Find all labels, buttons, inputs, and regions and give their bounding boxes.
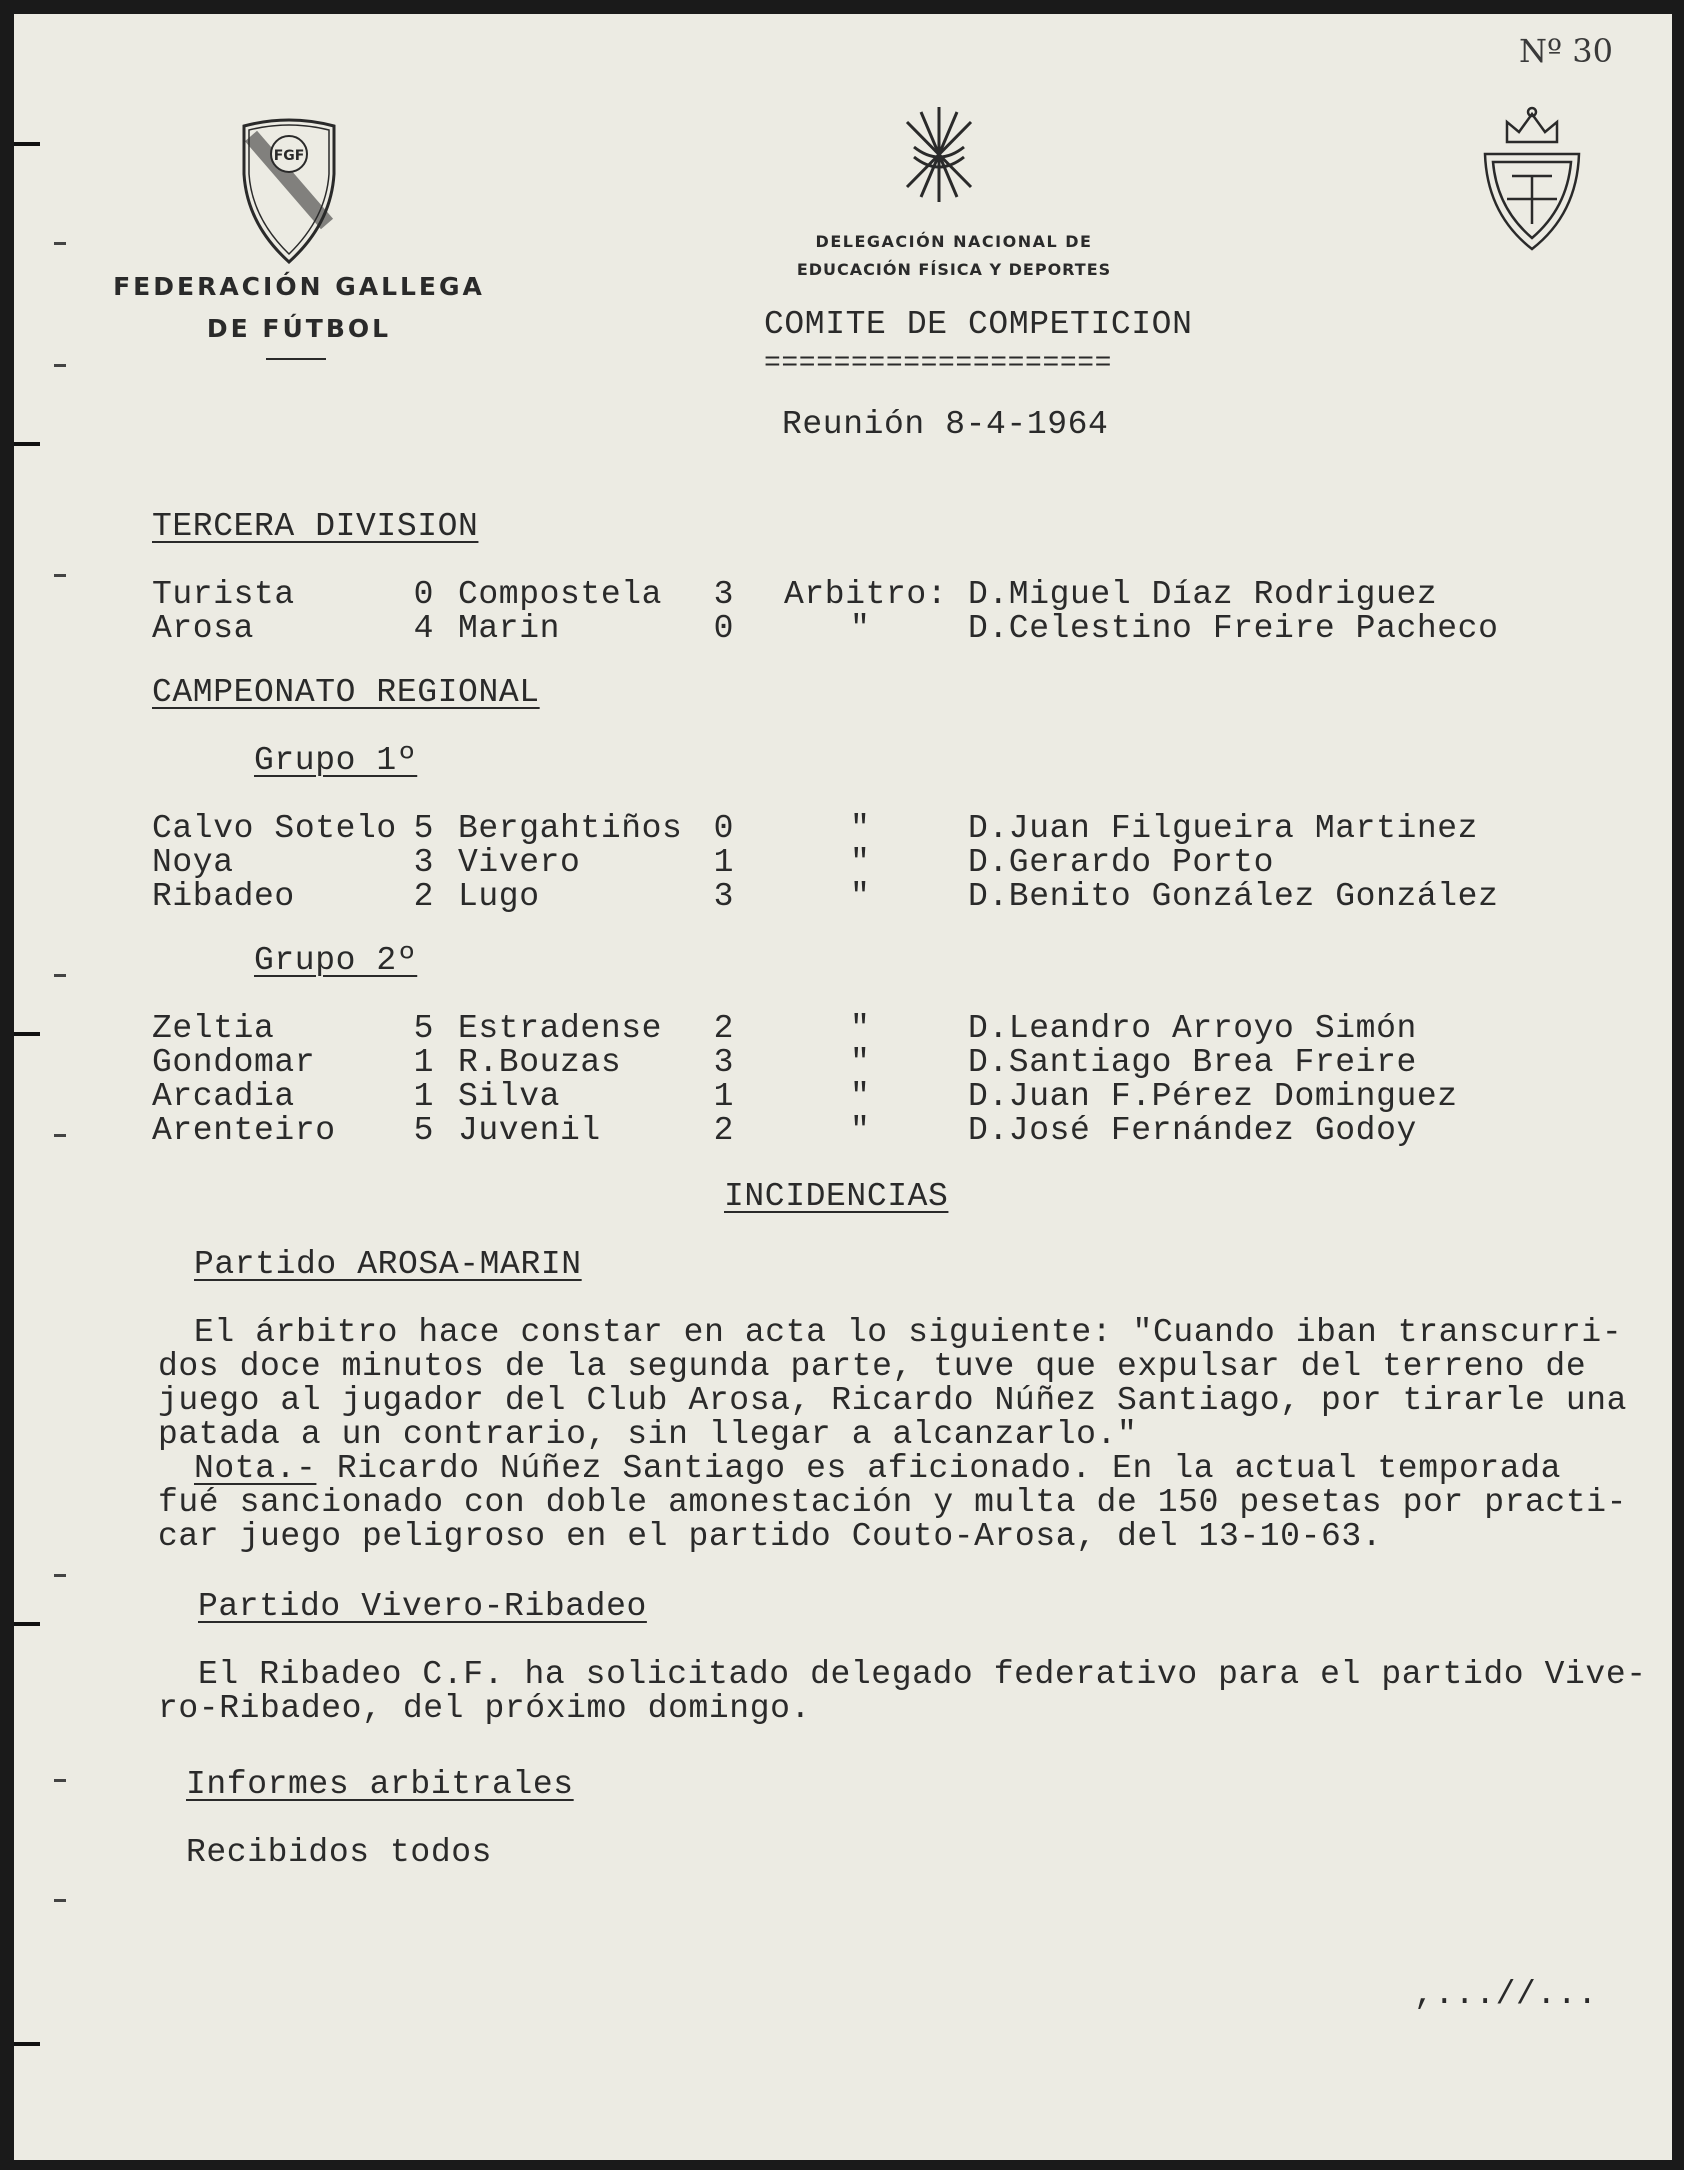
nota-text: Ricardo Núñez Santiago es aficionado. En la actual temporada	[316, 1450, 1562, 1487]
away-score: 2	[713, 1112, 734, 1149]
binder-mark	[14, 1622, 40, 1626]
away-score: 3	[713, 576, 734, 613]
home-score: 4	[413, 610, 434, 647]
away-team: Vivero	[458, 844, 581, 881]
referee-name: D.José Fernández Godoy	[968, 1112, 1417, 1149]
referee-name: D.Juan F.Pérez Dominguez	[968, 1078, 1458, 1115]
away-team: Estradense	[458, 1010, 663, 1047]
paragraph-line: ro-Ribadeo, del próximo domingo.	[158, 1690, 811, 1727]
home-team: Arcadia	[152, 1078, 295, 1115]
committee-title-rule: ====================	[764, 348, 1113, 379]
away-score: 0	[713, 810, 734, 847]
group1-heading: Grupo 1º	[254, 742, 418, 779]
section-heading-tercera: TERCERA DIVISION	[152, 508, 479, 545]
nota-line	[194, 1450, 1561, 1487]
home-score: 1	[413, 1078, 434, 1115]
binder-mark	[14, 2042, 40, 2046]
informes-arbitrales-heading: Informes arbitrales	[186, 1766, 574, 1803]
referee-name: D.Celestino Freire Pacheco	[968, 610, 1499, 647]
home-score: 0	[413, 576, 434, 613]
home-score: 5	[413, 810, 434, 847]
edge-mark	[54, 242, 66, 245]
away-score: 3	[713, 1044, 734, 1081]
away-score: 2	[713, 1010, 734, 1047]
referee-name: D.Santiago Brea Freire	[968, 1044, 1417, 1081]
section-heading-incidencias: INCIDENCIAS	[724, 1178, 949, 1215]
paragraph-line: El árbitro hace constar en acta lo siguiente: "Cuando iban transcurri-	[194, 1314, 1623, 1351]
federation-crest-icon	[239, 114, 339, 264]
paragraph-line: fué sancionado con doble amonestación y multa de 150 pesetas por practi-	[158, 1484, 1628, 1521]
edge-mark	[54, 1899, 66, 1902]
paragraph-line: juego al jugador del Club Arosa, Ricardo Núñez Santiago, por tirarle una	[158, 1382, 1628, 1419]
referee-name: D.Benito González González	[968, 878, 1499, 915]
ditto-mark: "	[850, 810, 871, 847]
binder-mark	[14, 442, 40, 446]
binder-mark	[14, 1032, 40, 1036]
ditto-mark: "	[850, 1044, 871, 1081]
away-team: Juvenil	[458, 1112, 601, 1149]
home-team: Noya	[152, 844, 234, 881]
ditto-mark: "	[850, 1078, 871, 1115]
delegation-line2: EDUCACIÓN FÍSICA Y DEPORTES	[796, 260, 1112, 279]
binder-mark	[14, 142, 40, 146]
committee-title: COMITE DE COMPETICION	[764, 306, 1193, 343]
paragraph-line: car juego peligroso en el partido Couto-Arosa, del 13-10-63.	[158, 1518, 1383, 1555]
partido-vivero-ribadeo-heading: Partido Vivero-Ribadeo	[198, 1588, 647, 1625]
meeting-date: Reunión 8-4-1964	[782, 406, 1109, 443]
ditto-mark: "	[850, 878, 871, 915]
edge-mark	[54, 1779, 66, 1782]
home-score: 5	[413, 1010, 434, 1047]
edge-mark	[54, 974, 66, 977]
home-score: 3	[413, 844, 434, 881]
paragraph-line: dos doce minutos de la segunda parte, tuve que expulsar del terreno de	[158, 1348, 1587, 1385]
ditto-mark: "	[850, 1010, 871, 1047]
referee-label: Arbitro:	[784, 576, 948, 613]
partido-arosa-marin-heading: Partido AROSA-MARIN	[194, 1246, 582, 1283]
nota-label: Nota.-	[194, 1450, 317, 1487]
home-score: 1	[413, 1044, 434, 1081]
edge-mark	[54, 1574, 66, 1577]
group2-heading: Grupo 2º	[254, 942, 418, 979]
referee-name: D.Leandro Arroyo Simón	[968, 1010, 1417, 1047]
away-score: 3	[713, 878, 734, 915]
paragraph-line: El Ribadeo C.F. ha solicitado delegado federativo para el partido Vive-	[198, 1656, 1647, 1693]
home-team: Calvo Sotelo	[152, 810, 397, 847]
away-score: 0	[713, 610, 734, 647]
royal-federation-crest-icon	[1477, 104, 1587, 254]
federation-name-line2: DE FÚTBOL	[206, 314, 392, 343]
away-team: R.Bouzas	[458, 1044, 622, 1081]
referee-name: D.Gerardo Porto	[968, 844, 1275, 881]
ditto-mark: "	[850, 844, 871, 881]
ditto-mark: "	[850, 1112, 871, 1149]
paragraph-line: patada a un contrario, sin llegar a alcanzarlo."	[158, 1416, 1138, 1453]
home-team: Zeltia	[152, 1010, 275, 1047]
referee-name: D.Miguel Díaz Rodriguez	[968, 576, 1438, 613]
home-team: Gondomar	[152, 1044, 316, 1081]
federation-name-line1: FEDERACIÓN GALLEGA	[113, 272, 485, 301]
home-score: 2	[413, 878, 434, 915]
away-team: Compostela	[458, 576, 663, 613]
yoke-arrows-emblem-icon	[899, 102, 979, 212]
away-team: Bergahtiños	[458, 810, 683, 847]
away-team: Silva	[458, 1078, 561, 1115]
away-team: Lugo	[458, 878, 540, 915]
svg-text:FGF: FGF	[273, 148, 305, 164]
ditto-mark: "	[850, 610, 871, 647]
section-heading-regional: CAMPEONATO REGIONAL	[152, 674, 540, 711]
edge-mark	[54, 1134, 66, 1137]
page-number: Nº 30	[1519, 32, 1613, 70]
informes-text: Recibidos todos	[186, 1834, 493, 1871]
home-team: Turista	[152, 576, 295, 613]
document-page	[14, 14, 1672, 2160]
away-score: 1	[713, 844, 734, 881]
home-team: Ribadeo	[152, 878, 295, 915]
home-team: Arosa	[152, 610, 255, 647]
divider	[266, 358, 326, 360]
referee-name: D.Juan Filgueira Martinez	[968, 810, 1479, 847]
edge-mark	[54, 574, 66, 577]
delegation-line1: DELEGACIÓN NACIONAL DE	[815, 232, 1093, 251]
edge-mark	[54, 364, 66, 367]
continuation-mark: ,...//...	[1414, 1976, 1598, 2013]
away-team: Marin	[458, 610, 561, 647]
home-team: Arenteiro	[152, 1112, 336, 1149]
home-score: 5	[413, 1112, 434, 1149]
away-score: 1	[713, 1078, 734, 1115]
